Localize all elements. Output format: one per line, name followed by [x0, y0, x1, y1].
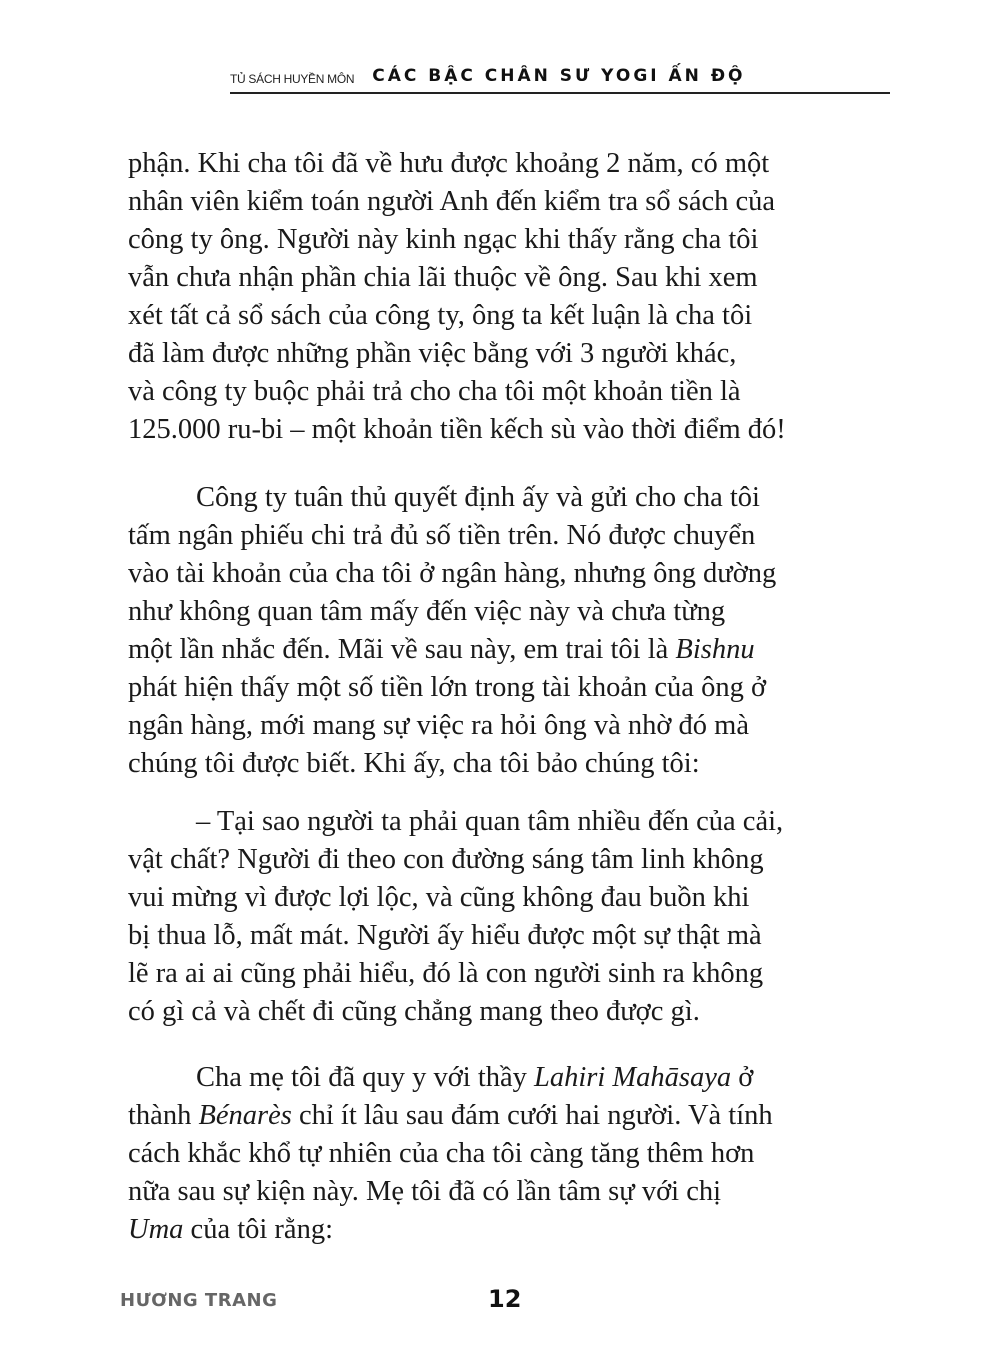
- text-line: ngân hàng, mới mang sự việc ra hỏi ông và nhờ đó mà: [128, 710, 750, 741]
- text-line: và công ty buộc phải trả cho cha tôi một khoản tiền là: [128, 376, 741, 407]
- text-line: tấm ngân phiếu chi trả đủ số tiền trên. Nó được chuyển: [128, 520, 756, 551]
- text-line: 125.000 ru-bi – một khoản tiền kếch sù vào thời điểm đó!: [128, 414, 786, 445]
- text-line: vẫn chưa nhận phần chia lãi thuộc về ông. Sau khi xem: [128, 262, 758, 293]
- page-body: [128, 145, 886, 1249]
- text-line: [128, 1059, 886, 1097]
- text-line: nữa sau sự kiện này. Mẹ tôi đã có lần tâm sự với chị: [128, 1176, 722, 1207]
- text-line: công ty ông. Người này kinh ngạc khi thấy rằng cha tôi: [128, 224, 759, 255]
- text-line: có gì cả và chết đi cũng chẳng mang theo được gì.: [128, 996, 700, 1027]
- text-line: [128, 1097, 886, 1135]
- paragraph-2: [128, 479, 886, 783]
- text-line: nhân viên kiểm toán người Anh đến kiểm tra sổ sách của: [128, 186, 776, 217]
- series-name: TỦ SÁCH HUYỀN MÔN: [230, 72, 355, 86]
- text-line: [128, 631, 886, 669]
- text-fragment: ở: [731, 1062, 754, 1093]
- text-line: chúng tôi được biết. Khi ấy, cha tôi bảo chúng tôi:: [128, 748, 700, 779]
- text-line: lẽ ra ai ai cũng phải hiểu, đó là con người sinh ra không: [128, 958, 764, 989]
- text-line: bị thua lỗ, mất mát. Người ấy hiểu được một sự thật mà: [128, 920, 762, 951]
- text-line: xét tất cả sổ sách của công ty, ông ta kết luận là cha tôi: [128, 300, 753, 331]
- person-name: Bishnu: [675, 634, 755, 665]
- text-line: như không quan tâm mấy đến việc này và chưa từng: [128, 596, 726, 627]
- paragraph-4: [128, 1059, 886, 1249]
- place-name: Bénarès: [198, 1100, 292, 1131]
- text-line: vật chất? Người đi theo con đường sáng tâm linh không: [128, 844, 764, 875]
- publisher-name: HƯƠNG TRANG: [120, 1290, 278, 1311]
- person-name: Uma: [128, 1214, 184, 1245]
- text-line: phận. Khi cha tôi đã về hưu được khoảng 2 năm, có một: [128, 148, 770, 179]
- text-line: – Tại sao người ta phải quan tâm nhiều đến của cải,: [196, 806, 784, 837]
- running-header: [230, 64, 890, 94]
- text-fragment: thành: [128, 1100, 199, 1131]
- text-fragment: một lần nhắc đến. Mãi về sau này, em trai tôi là: [128, 634, 676, 665]
- book-title: CÁC BẬC CHÂN SƯ YOGI ẤN ĐỘ: [372, 66, 746, 86]
- text-fragment: Cha mẹ tôi đã quy y với thầy: [196, 1062, 535, 1093]
- text-line: [128, 1211, 886, 1249]
- page-number: 12: [488, 1285, 522, 1313]
- text-line: vui mừng vì được lợi lộc, và cũng không đau buồn khi: [128, 882, 750, 913]
- text-line: cách khắc khổ tự nhiên của cha tôi càng tăng thêm hơn: [128, 1138, 755, 1169]
- text-line: phát hiện thấy một số tiền lớn trong tài khoản của ông ở: [128, 672, 767, 703]
- text-fragment: của tôi rằng:: [183, 1214, 333, 1245]
- paragraph-3: [128, 803, 886, 1031]
- person-name: Lahiri Mahāsaya: [534, 1062, 732, 1093]
- text-fragment: chỉ ít lâu sau đám cưới hai người. Và tính: [291, 1100, 773, 1131]
- text-line: vào tài khoản của cha tôi ở ngân hàng, nhưng ông dường: [128, 558, 777, 589]
- paragraph-1: [128, 145, 886, 449]
- text-line: đã làm được những phần việc bằng với 3 người khác,: [128, 338, 737, 369]
- text-line: Công ty tuân thủ quyết định ấy và gửi cho cha tôi: [196, 482, 760, 513]
